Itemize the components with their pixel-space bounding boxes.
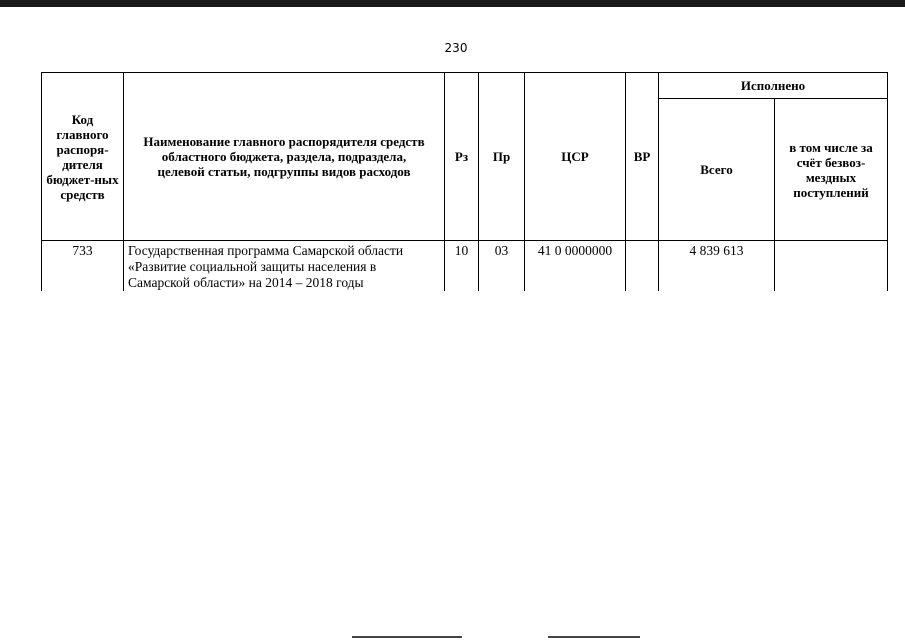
header-vr: ВР <box>626 73 659 241</box>
cell-total: 4 839 613 <box>659 241 775 292</box>
header-name: Наименование главного распорядителя средств областного бюджета, раздела, подраздела, целевой статьи, подгруппы видов расходов <box>124 73 445 241</box>
scan-bottom-mark <box>548 636 640 638</box>
header-total: Всего <box>659 99 775 241</box>
cell-rz: 10 <box>445 241 479 292</box>
budget-table <box>41 72 888 291</box>
header-code: Код главного распоря-дителя бюджет-ных средств <box>42 73 124 241</box>
page-number: 230 <box>444 41 468 55</box>
cell-name: Государственная программа Самарской области «Развитие социальной защиты населения в Самарской области» на 2014 – 2018 годы <box>124 241 445 292</box>
header-csr: ЦСР <box>525 73 626 241</box>
cell-code: 733 <box>42 241 124 292</box>
header-executed: Исполнено <box>659 73 888 99</box>
cell-vr <box>626 241 659 292</box>
scan-top-border <box>0 0 905 7</box>
header-rz: Рз <box>445 73 479 241</box>
cell-pr: 03 <box>479 241 525 292</box>
header-pr: Пр <box>479 73 525 241</box>
header-including: в том числе за счёт безвоз-мездных поступлений <box>775 99 888 241</box>
table-row <box>42 241 888 292</box>
cell-including <box>775 241 888 292</box>
cell-csr: 41 0 0000000 <box>525 241 626 292</box>
scan-bottom-mark <box>352 636 462 638</box>
